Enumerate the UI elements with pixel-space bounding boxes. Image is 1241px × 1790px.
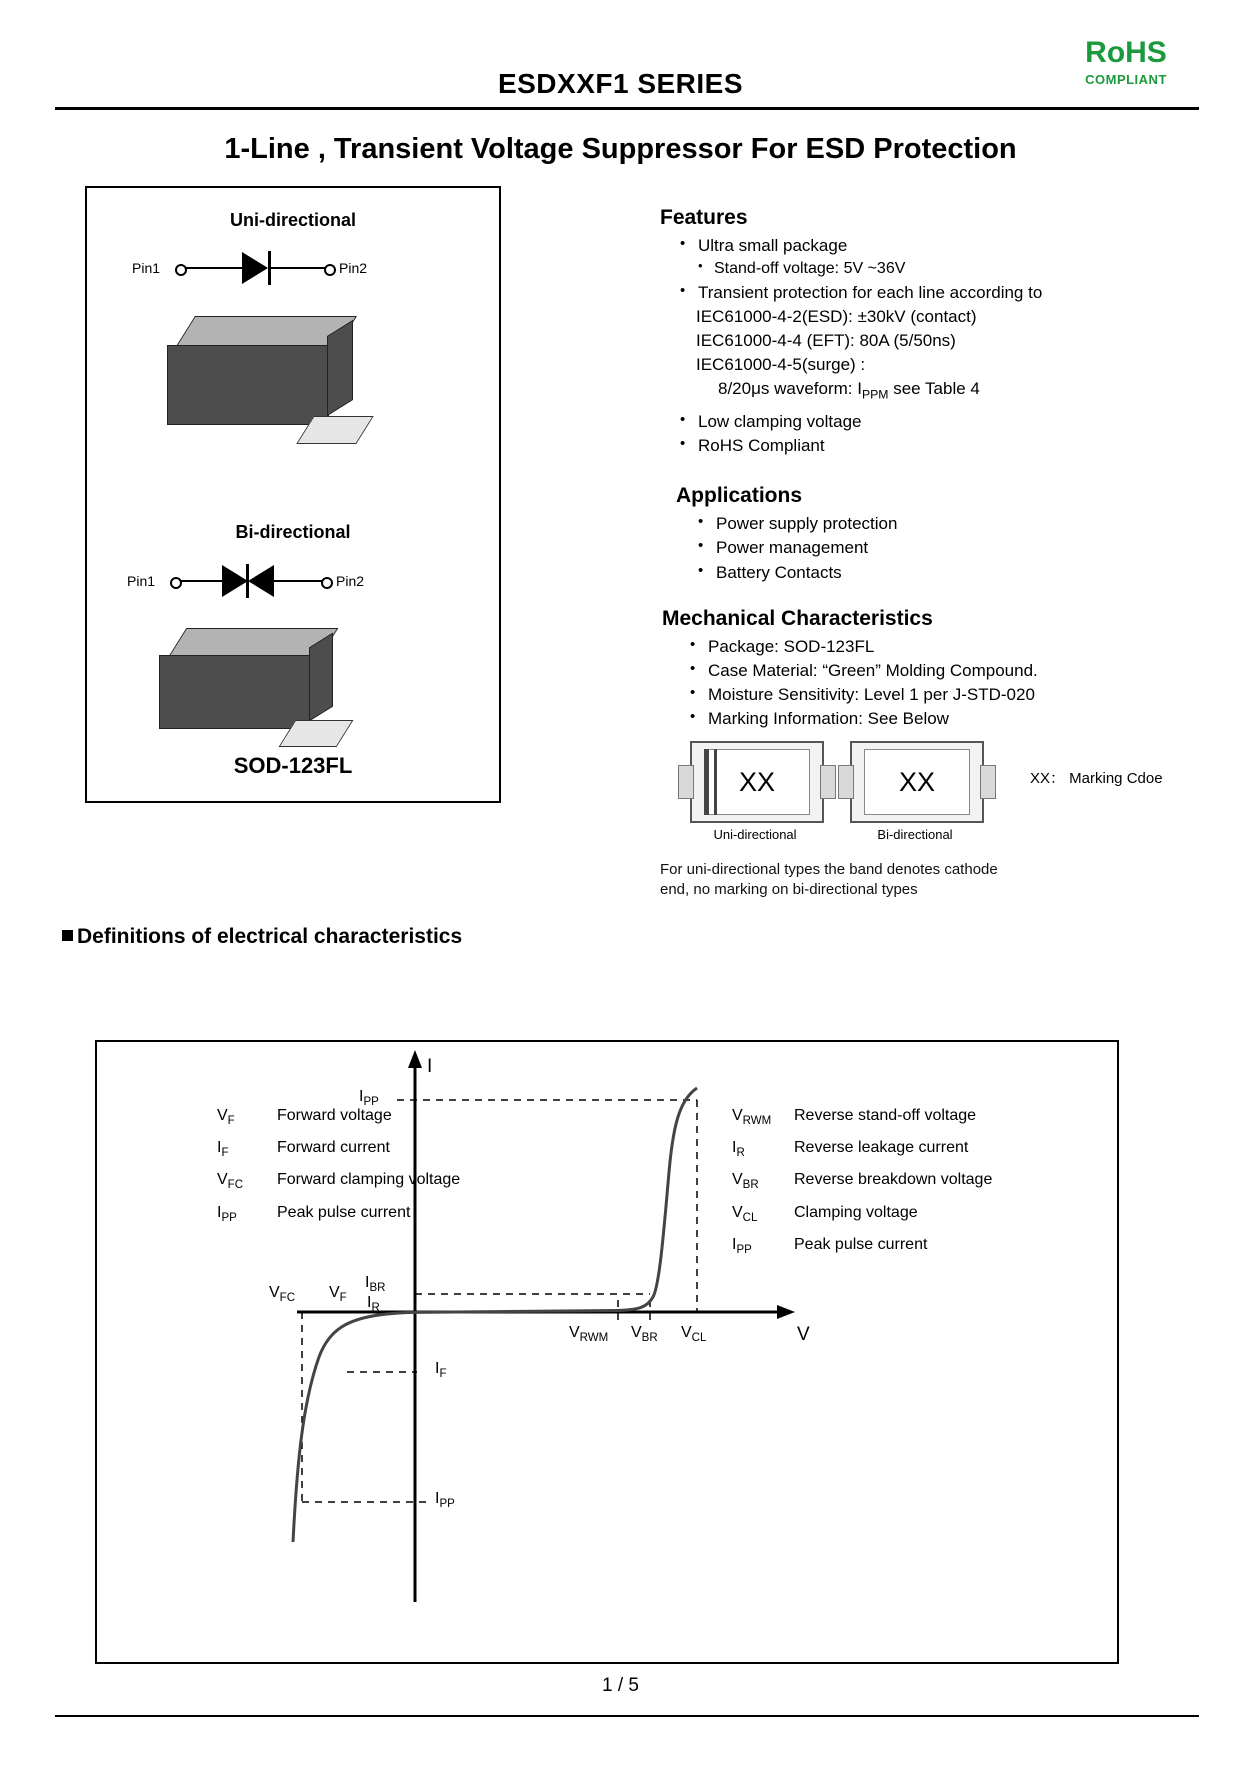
bi-marking-caption: Bi-directional [877,827,953,842]
bi-marking-code: XX [864,749,970,815]
rohs-label: RoHS [1085,36,1167,69]
description: Clamping voltage [794,1203,918,1221]
description: Peak pulse current [794,1235,928,1253]
package-side-face [309,633,333,722]
waveform-subscript: PPM [861,387,889,402]
bi-directional-label: Bi-directional [235,522,351,542]
symbol-base: V [569,1324,580,1341]
bi-pin2-node [321,577,333,589]
axis-label-v: V [797,1324,810,1345]
symbol-sub: CL [742,1211,758,1224]
applications-heading: Applications [676,484,803,508]
label-ipp-bottom [435,1490,455,1510]
uni-directional-symbol [87,250,499,290]
standard-esd: IEC61000-4-2(ESD): ±30kV (contact) [696,306,977,326]
label-if [435,1360,447,1380]
symbol-sub: R [736,1147,745,1160]
bi-marking-drawing [850,741,984,823]
footer-divider [55,1715,1199,1717]
iv-characteristic-graph [95,1040,1119,1664]
label-vfc [269,1284,295,1304]
bi-pin1-label: Pin1 [127,573,156,589]
marking-lead-left [678,765,694,799]
symbol-base: I [732,1139,737,1157]
symbol-base: V [217,1107,228,1124]
symbol-sub: PP [439,1498,455,1511]
symbol-base: I [217,1203,222,1221]
rohs-compliant-label: COMPLIANT [1085,72,1167,87]
marking-lead-right [820,765,836,799]
iv-curve-svg [97,1042,1113,1658]
features-list-2 [660,281,1200,305]
symbol-base: V [681,1324,692,1341]
label-ibr [365,1274,385,1294]
bi-diode-bar [246,564,249,598]
symbol-sub: F [221,1147,229,1160]
symbol-sub: F [439,1368,447,1381]
standard-surge: IEC61000-4-5(surge) : [696,355,866,375]
symbol-base: I [435,1360,440,1377]
label-vbr [631,1324,658,1344]
package-name-label: SOD-123FL [233,753,353,778]
bi-wire-right [273,580,323,582]
symbol-sub: CL [691,1332,707,1345]
symbol-base: V [732,1171,743,1189]
marking-information [660,735,1220,855]
symbol-sub: F [339,1292,347,1305]
list-item: • Marking Information: See Below [690,707,1200,731]
features-heading: Features [660,206,748,229]
symbol-base: V [631,1324,642,1341]
symbol-base: I [367,1294,372,1311]
label-vf [329,1284,347,1304]
symbol-base: I [435,1490,440,1507]
symbol-base: I [732,1235,737,1253]
symbol-base: V [732,1203,743,1221]
list-item: • Transient protection for each line according to [680,281,1200,305]
waveform-unit: μs [751,379,770,399]
symbol-sub: PP [221,1211,237,1224]
mechanical-heading: Mechanical Characteristics [662,606,933,630]
description: Forward clamping voltage [277,1171,461,1189]
label-ir [367,1294,380,1314]
description: Forward current [277,1139,390,1157]
uni-pin1-node [175,264,187,276]
description: Forward voltage [277,1107,392,1124]
marking-note [660,860,998,901]
uni-pin1-label: Pin1 [132,260,161,276]
uni-directional-label: Uni-directional [229,210,356,230]
uni-package-drawing [87,306,499,476]
description: Reverse stand-off voltage [794,1107,977,1124]
package-illustration-box [85,186,501,803]
bullet-square-icon [62,930,73,941]
page-number: 1 / 5 [602,1675,639,1696]
list-item: • Case Material: “Green” Molding Compound. [690,659,1200,683]
bi-wire-left [180,580,225,582]
uni-pin2-node [324,264,336,276]
list-item: • RoHS Compliant [680,434,1200,458]
bi-directional-symbol [87,563,499,603]
page-title: 1-Line , Transient Voltage Suppressor For ESD Protection [224,133,1017,165]
list-item: • Moisture Sensitivity: Level 1 per J-STD-020 [690,683,1200,707]
features-list [660,234,1200,258]
symbol-base: I [359,1088,364,1105]
list-item: • Ultra small package [680,234,1200,258]
series-title: ESDXXF1 SERIES [497,68,744,99]
list-item: • Stand-off voltage: 5V ~36V [698,258,1200,281]
symbol-base: I [217,1139,222,1157]
description: Peak pulse current [277,1203,411,1221]
right-column [660,206,1200,731]
symbol-sub: BR [369,1282,386,1295]
list-item: • Battery Contacts [698,561,1200,585]
list-item: • Power supply protection [698,512,1200,536]
symbol-sub: RWM [742,1115,772,1128]
marking-code-legend: XX： Marking Cdoe [1030,770,1163,787]
uni-pin2-label: Pin2 [339,260,368,276]
package-body [167,345,329,425]
header-divider [55,107,1199,110]
symbol-base: V [732,1107,743,1124]
cathode-band-2 [714,749,717,815]
uni-marking-caption: Uni-directional [713,827,797,842]
symbol-base: I [365,1274,370,1291]
waveform-mid: waveform: I [769,379,862,399]
uni-diode-triangle [242,252,268,284]
uni-marking-code: XX [704,749,810,815]
standard-eft: IEC61000-4-4 (EFT): 80A (5/50ns) [696,331,956,351]
uni-wire-right [271,267,326,269]
symbol-sub: BR [641,1332,658,1345]
package-body [159,655,311,729]
symbol-base: V [269,1284,280,1301]
waveform-prefix: 8/20 [718,379,752,399]
label-vcl [681,1324,706,1344]
list-item: • Package: SOD-123FL [690,635,1200,659]
bi-diode-triangle-right [248,565,274,597]
definitions-heading-text: Definitions of electrical characteristics [77,925,463,948]
package-side-face [327,320,353,416]
mechanical-list [660,635,1200,732]
bi-pin2-label: Pin2 [336,573,365,589]
applications-list [660,512,1200,584]
marking-lead-left [838,765,854,799]
symbol-sub: F [227,1115,235,1128]
bi-diode-triangle-left [222,565,248,597]
marking-note-line2: end, no marking on bi-directional types [660,881,918,899]
marking-note-line1: For uni-directional types the band denotes cathode [660,861,998,878]
symbol-base: V [217,1171,228,1189]
symbol-sub: R [371,1302,380,1315]
list-item: • Power management [698,536,1200,560]
label-vrwm [569,1324,608,1344]
waveform-line [660,377,1200,404]
cathode-band [704,749,709,815]
axis-label-i: I [427,1056,433,1077]
symbol-sub: RWM [579,1332,609,1345]
waveform-suffix: see Table 4 [888,379,980,399]
uni-wire-left [185,267,245,269]
symbol-sub: FC [279,1292,296,1305]
symbol-sub: PP [736,1243,752,1256]
symbol-sub: PP [363,1096,379,1109]
symbol-sub: BR [742,1179,759,1192]
uni-marking-drawing [690,741,824,823]
description: Reverse breakdown voltage [794,1171,993,1189]
label-ipp-top [359,1088,379,1108]
symbol-base: V [329,1284,340,1301]
description: Reverse leakage current [794,1139,969,1157]
marking-lead-right [980,765,996,799]
features-list-3 [660,410,1200,458]
features-sublist [660,258,1200,281]
definitions-heading [62,925,462,949]
symbol-sub: FC [227,1179,244,1192]
list-item: • Low clamping voltage [680,410,1200,434]
bi-pin1-node [170,577,182,589]
